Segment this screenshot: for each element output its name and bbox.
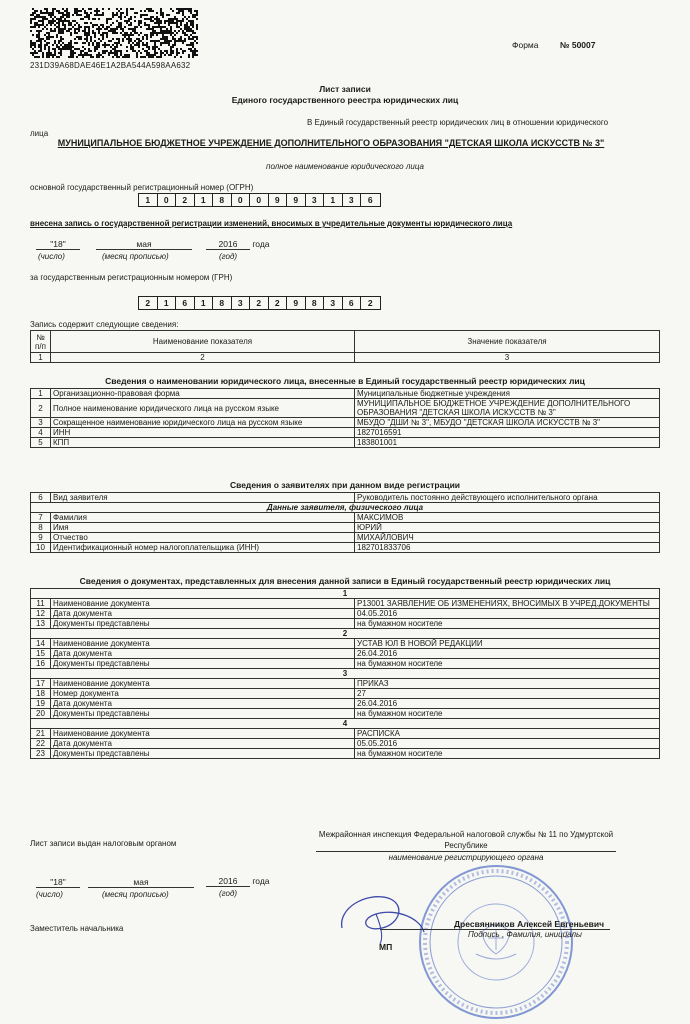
table-row (31, 729, 660, 739)
issue-year-wrap (206, 876, 270, 887)
grn-digit: 1 (195, 297, 214, 309)
ogrn-digit: 3 (343, 194, 362, 206)
issue-year: 2016 (206, 876, 250, 887)
form-label: Форма (512, 40, 539, 50)
row-num: 10 (31, 543, 51, 553)
row-value: 1827016591 (355, 428, 660, 438)
row-value: на бумажном носителе (355, 749, 660, 759)
table-row (31, 739, 660, 749)
grn-digit: 2 (367, 298, 373, 308)
table-row (31, 438, 660, 448)
row-num: 23 (31, 749, 51, 759)
row-value: ЮРИЙ (355, 523, 660, 533)
row-name: Дата документа (51, 739, 355, 749)
row-value: на бумажном носителе (355, 659, 660, 669)
table-row (31, 639, 660, 649)
table-row (31, 493, 660, 503)
official-stamp-seal (416, 862, 576, 1022)
ogrn-digit: 3 (306, 194, 325, 206)
col-num-header: № п/п (31, 331, 51, 353)
row-value: 26.04.2016 (355, 649, 660, 659)
intro-text: В Единый государственный реестр юридических лиц в отношении юридического (307, 118, 609, 127)
row-value: на бумажном носителе (355, 709, 660, 719)
row-value: Муниципальные бюджетные учреждения (355, 389, 660, 399)
table-row (31, 543, 660, 553)
grn-digit: 9 (287, 297, 306, 309)
row-num: 20 (31, 709, 51, 719)
row-value: МАКСИМОВ (355, 513, 660, 523)
table-row (31, 599, 660, 609)
document-title: Лист записи (319, 84, 371, 94)
row-name: Идентификационный номер налогоплательщика (ИНН) (51, 543, 355, 553)
issue-year-suffix: года (252, 876, 270, 886)
table-row (31, 428, 660, 438)
document-index: 1 (31, 589, 660, 599)
col-value-header: Значение показателя (355, 331, 660, 353)
inspection-name: Межрайонная инспекция Федеральной налоговой службы № 11 по Удмуртской Республике (318, 830, 614, 850)
table-row (31, 609, 660, 619)
section-documents-info (30, 576, 660, 759)
entry-description: внесена запись о государственной регистрации изменений, вносимых в учредительные документы юридического лица (30, 219, 513, 228)
row-value: Руководитель постоянно действующего исполнительного органа (355, 493, 660, 503)
col-number-2: 2 (51, 353, 355, 363)
table-subheader-row (31, 503, 660, 513)
row-name: Дата документа (51, 699, 355, 709)
table-row (31, 513, 660, 523)
row-value: на бумажном носителе (355, 619, 660, 629)
form-number: № 50007 (560, 40, 596, 50)
row-name: Отчество (51, 533, 355, 543)
row-value: ПРИКАЗ (355, 679, 660, 689)
document-index: 4 (31, 719, 660, 729)
row-num: 22 (31, 739, 51, 749)
grn-digit: 6 (176, 297, 195, 309)
col-number-1: 1 (31, 353, 51, 363)
document-subtitle: Единого государственного реестра юридических лиц (231, 95, 459, 105)
table-row (31, 749, 660, 759)
organization-name-caption: полное наименование юридического лица (266, 162, 424, 171)
document-index: 3 (31, 669, 660, 679)
entry-year: 2016 (206, 239, 250, 250)
row-num: 17 (31, 679, 51, 689)
grn-label: за государственным регистрационным номером (ГРН) (30, 273, 233, 282)
entry-year-caption: (год) (219, 252, 238, 261)
row-name: Сокращенное наименование юридического лица на русском языке (51, 418, 355, 428)
issue-year-caption: (год) (219, 889, 238, 898)
row-num: 11 (31, 599, 51, 609)
row-value: 183801001 (355, 438, 660, 448)
row-name: Дата документа (51, 609, 355, 619)
row-num: 18 (31, 689, 51, 699)
entry-month: мая (96, 239, 192, 250)
section2-title: Сведения о заявителях при данном виде регистрации (229, 480, 461, 490)
ogrn-digit: 0 (250, 194, 269, 206)
grn-digit: 1 (158, 297, 177, 309)
section1-table (30, 388, 660, 448)
grn-digit: 2 (269, 297, 288, 309)
ogrn-digit: 8 (213, 194, 232, 206)
row-value: 182701833706 (355, 543, 660, 553)
row-num: 14 (31, 639, 51, 649)
entry-month-wrap (96, 239, 192, 250)
table-row (31, 709, 660, 719)
issue-day: "18" (36, 877, 80, 888)
signer-position: Заместитель начальника (30, 924, 124, 933)
row-name: Документы представлены (51, 619, 355, 629)
row-name: Номер документа (51, 689, 355, 699)
row-value: РАСПИСКА (355, 729, 660, 739)
table-row (31, 619, 660, 629)
document-group-header (31, 669, 660, 679)
row-name: Организационно-правовая форма (51, 389, 355, 399)
section-applicant-info (30, 480, 660, 553)
grn-cells (138, 296, 381, 310)
grn-digit: 8 (213, 297, 232, 309)
row-num: 3 (31, 418, 51, 428)
entry-date (36, 239, 80, 250)
row-name: Имя (51, 523, 355, 533)
handwritten-signature (336, 888, 428, 946)
row-num: 15 (31, 649, 51, 659)
section3-table (30, 588, 660, 759)
grn-digit: 3 (232, 297, 251, 309)
grn-digit: 2 (139, 297, 158, 309)
ogrn-digit: 1 (324, 194, 343, 206)
row-value: МИХАЙЛОВИЧ (355, 533, 660, 543)
ogrn-digit: 9 (269, 194, 288, 206)
row-name: Вид заявителя (51, 493, 355, 503)
contains-label: Запись содержит следующие сведения: (30, 320, 179, 329)
section3-title: Сведения о документах, представленных для внесения данной записи в Единый государственный реестр юридических лиц (79, 576, 611, 586)
grn-digit: 8 (306, 297, 325, 309)
row-value: Р13001 ЗАЯВЛЕНИЕ ОБ ИЗМЕНЕНИЯХ, ВНОСИМЫХ В УЧРЕД.ДОКУМЕНТЫ (355, 599, 660, 609)
document-group-header (31, 589, 660, 599)
table-row (31, 418, 660, 428)
row-value: 26.04.2016 (355, 699, 660, 709)
row-name: Наименование документа (51, 729, 355, 739)
row-value: МУНИЦИПАЛЬНОЕ БЮДЖЕТНОЕ УЧРЕЖДЕНИЕ ДОПОЛНИТЕЛЬНОГО ОБРАЗОВАНИЯ "ДЕТСКАЯ ШКОЛА ИСКУССТВ № 3" (355, 399, 660, 418)
grn-digit: 2 (250, 297, 269, 309)
entry-year-wrap (206, 239, 270, 250)
row-value: 04.05.2016 (355, 609, 660, 619)
ogrn-digit: 1 (195, 194, 214, 206)
row-num: 9 (31, 533, 51, 543)
section2-table (30, 492, 660, 553)
entry-day: "18" (36, 239, 80, 250)
ogrn-digit: 9 (287, 194, 306, 206)
ogrn-digit: 1 (139, 194, 158, 206)
row-name: Документы представлены (51, 709, 355, 719)
row-value: 05.05.2016 (355, 739, 660, 749)
row-name: Наименование документа (51, 599, 355, 609)
row-num: 19 (31, 699, 51, 709)
stamp-place-label: МП (379, 942, 393, 952)
issued-by-label: Лист записи выдан налоговым органом (30, 839, 177, 848)
row-num: 1 (31, 389, 51, 399)
row-num: 13 (31, 619, 51, 629)
ogrn-digit: 0 (158, 194, 177, 206)
table-row (31, 389, 660, 399)
row-num: 16 (31, 659, 51, 669)
row-num: 7 (31, 513, 51, 523)
ogrn-digit: 0 (232, 194, 251, 206)
issue-month-caption: (месяц прописью) (102, 890, 169, 899)
issue-day-wrap (36, 877, 80, 888)
issue-day-caption: (число) (36, 890, 63, 899)
intro-text-cont: лица (30, 129, 49, 138)
row-num: 21 (31, 729, 51, 739)
row-name: Наименование документа (51, 639, 355, 649)
entry-day-caption: (число) (38, 252, 65, 261)
table-row (31, 679, 660, 689)
row-name: Документы представлены (51, 659, 355, 669)
document-group-header (31, 719, 660, 729)
row-num: 2 (31, 399, 51, 418)
table-row (31, 533, 660, 543)
row-name: КПП (51, 438, 355, 448)
row-name: ИНН (51, 428, 355, 438)
row-name: Наименование документа (51, 679, 355, 689)
ogrn-label: основной государственный регистрационный номер (ОГРН) (30, 183, 254, 192)
table-row (31, 399, 660, 418)
table-row (31, 649, 660, 659)
section-name-info (30, 376, 660, 448)
section2-subtitle: Данные заявителя, физического лица (31, 503, 660, 513)
entry-year-suffix: года (252, 239, 270, 249)
col-name-header: Наименование показателя (51, 331, 355, 353)
issue-month: мая (88, 877, 194, 888)
table-row (31, 699, 660, 709)
signature-caption: Подпись , Фамилия, инициалы (468, 930, 582, 939)
signer-name: Дресвянников Алексей Евгеньевич (454, 919, 605, 929)
row-name: Фамилия (51, 513, 355, 523)
row-num: 12 (31, 609, 51, 619)
ogrn-digit: 2 (176, 194, 195, 206)
entry-month-caption: (месяц прописью) (102, 252, 169, 261)
row-name: Документы представлены (51, 749, 355, 759)
ogrn-digit: 6 (367, 195, 373, 205)
table-row (31, 689, 660, 699)
row-num: 6 (31, 493, 51, 503)
document-index: 2 (31, 629, 660, 639)
section1-title: Сведения о наименовании юридического лица, внесенные в Единый государственный реестр юридических лиц (105, 376, 585, 386)
issue-month-wrap (88, 877, 194, 888)
organization-full-name: МУНИЦИПАЛЬНОЕ БЮДЖЕТНОЕ УЧРЕЖДЕНИЕ ДОПОЛНИТЕЛЬНОГО ОБРАЗОВАНИЯ "ДЕТСКАЯ ШКОЛА ИСКУССТВ № 3" (57, 138, 605, 148)
row-value: 27 (355, 689, 660, 699)
col-number-3: 3 (355, 353, 660, 363)
row-value: МБУДО "ДШИ № 3", МБУДО "ДЕТСКАЯ ШКОЛА ИСКУССТВ № 3" (355, 418, 660, 428)
ogrn-cells (138, 193, 381, 207)
grn-digit: 6 (343, 297, 362, 309)
records-table-header (30, 330, 660, 363)
inspection-caption: наименование регистрирующего органа (388, 853, 544, 862)
row-name: Полное наименование юридического лица на русском языке (51, 399, 355, 418)
grn-digit: 3 (324, 297, 343, 309)
table-row (31, 659, 660, 669)
row-num: 5 (31, 438, 51, 448)
barcode-image (30, 8, 198, 58)
table-row (31, 523, 660, 533)
row-value: УСТАВ ЮЛ В НОВОЙ РЕДАКЦИИ (355, 639, 660, 649)
row-num: 4 (31, 428, 51, 438)
document-group-header (31, 629, 660, 639)
row-name: Дата документа (51, 649, 355, 659)
row-num: 8 (31, 523, 51, 533)
barcode-number: 231D39A68DAE46E1A2BA544A598AA632 (30, 61, 191, 70)
inspection-underline (316, 851, 616, 852)
